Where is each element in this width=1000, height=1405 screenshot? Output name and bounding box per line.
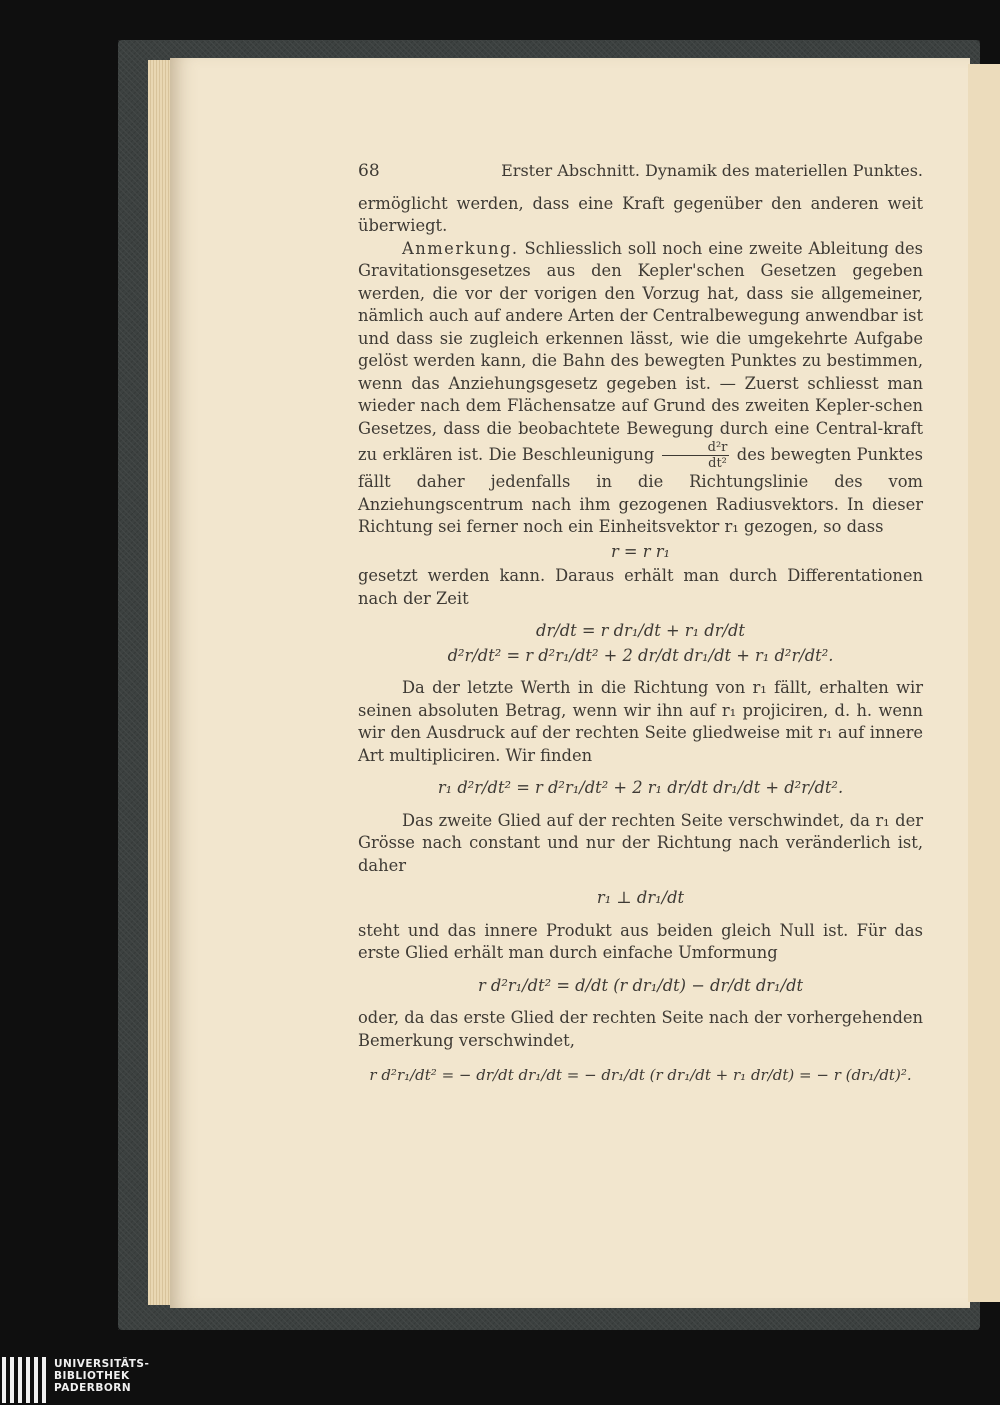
running-title: Erster Abschnitt. Dynamik des materiellen Punktes. <box>501 161 923 180</box>
page-text <box>358 160 923 1099</box>
paragraph-5: Das zweite Glied auf der rechten Seite verschwindet, da r₁ der Grösse nach constant und nur der Richtung nach veränderlich ist, daher <box>358 810 923 875</box>
frac-num: d²r <box>662 440 730 456</box>
equation-5: r₁ ⊥ dr₁/dt <box>596 888 685 907</box>
equation-3: d²r/dt² = r d²r₁/dt² + 2 dr/dt dr₁/dt + r₁ d²r/dt². <box>447 645 834 665</box>
next-page-edge <box>968 64 1000 1302</box>
equation-1: r = r r₁ <box>610 541 671 561</box>
library-footer <box>0 1355 1000 1405</box>
equation-6: r d²r₁/dt² = d/dt (r dr₁/dt) − dr/dt dr₁/dt <box>477 975 804 995</box>
library-line-2: BIBLIOTHEK <box>54 1370 130 1382</box>
paragraph-7: oder, da das erste Glied der rechten Seite nach der vorhergehenden Bemerkung verschwindet, <box>358 1008 923 1050</box>
paragraph-2 <box>358 238 923 539</box>
paragraph-6: steht und das innere Produkt aus beiden gleich Null ist. Für das erste Glied erhält man durch einfache Umformung <box>358 920 923 962</box>
library-logo-icon <box>2 1357 46 1403</box>
equation-2: dr/dt = r dr₁/dt + r₁ dr/dt <box>536 621 745 640</box>
remark-text: Schliesslich soll noch eine zweite Ableitung des Gravitationsgesetzes aus den Kepler'schen Gesetzen gegeben werden, die vor der vorigen den Vorzug hat, dass sie allgemeiner, nämlich auch auf andere Arten der Centralbewegung anwendbar ist und dass sie zugleich erkennen lässt, wie die umgekehrte Aufgabe gelöst werden kann, die Bahn des bewegten Punktes zu bestimmen, wenn das Anziehungsgesetz gegeben ist. — Zuerst schliesst man wieder nach dem Flächensatze auf Grund des zweiten Kepler-schen Gesetzes, dass die beobachtete Bewegung durch eine Central-kraft zu erklären ist. Die Beschleunigung <box>358 238 923 464</box>
paragraph-1: ermöglicht werden, dass eine Kraft gegenüber den anderen weit überwiegt. <box>358 193 923 235</box>
library-line-3: PADERBORN <box>54 1382 132 1394</box>
equation-7: r d²r₁/dt² = − dr/dt dr₁/dt = − dr₁/dt (r dr₁/dt + r₁ dr/dt) = − r (dr₁/dt)². <box>369 1066 912 1084</box>
equation-4: r₁ d²r/dt² = r d²r₁/dt² + 2 r₁ dr/dt dr₁/dt + d²r/dt². <box>437 778 844 797</box>
running-header <box>358 160 923 183</box>
library-name <box>54 1358 149 1394</box>
paragraph-4: Da der letzte Werth in die Richtung von r₁ fällt, erhalten wir seinen absoluten Betrag, wenn wir ihn auf r₁ projiciren, d. h. wenn wir den Ausdruck auf der rechten Seite gliedweise mit r₁ auf innere Art multipliciren. Wir finden <box>358 678 923 765</box>
remark-heading: Anmerkung. <box>402 238 519 258</box>
paragraph-3: gesetzt werden kann. Daraus erhält man durch Differentationen nach der Zeit <box>358 566 923 608</box>
library-line-1: UNIVERSITÄTS- <box>54 1358 150 1370</box>
acceleration-fraction <box>662 440 730 471</box>
page-number: 68 <box>358 161 380 181</box>
remark-text-tail: des bewegten Punktes fällt daher jedenfalls in die Richtungslinie des vom Anziehungscentrum nach ihm gezogenen Radiusvektors. In dieser Richtung sei ferner noch ein Einheitsvektor r₁ gezogen, so dass <box>358 445 923 536</box>
frac-den: dt² <box>708 456 727 471</box>
